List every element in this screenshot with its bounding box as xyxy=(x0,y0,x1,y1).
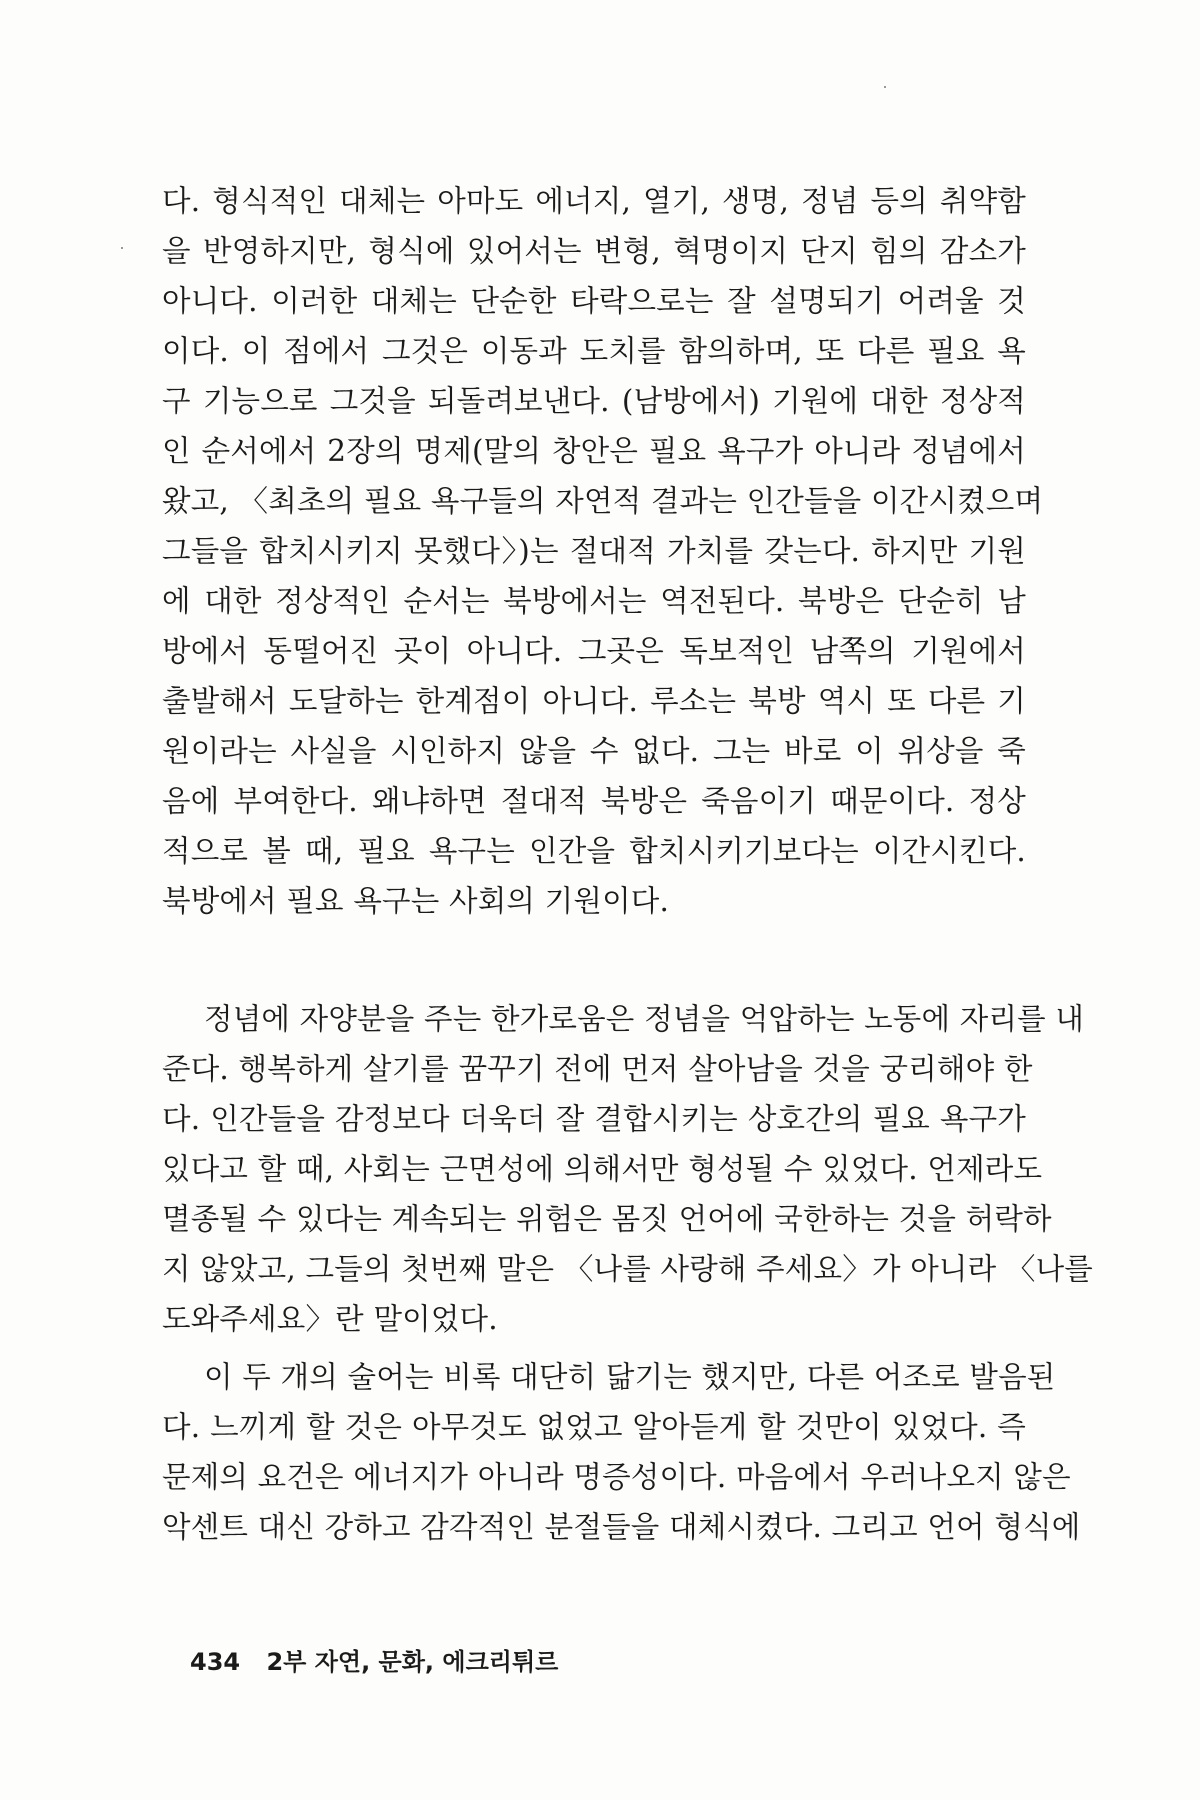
text-line: 지 않았고, 그들의 첫번째 말은 〈나를 사랑해 주세요〉가 아니라 〈나를 xyxy=(162,1252,1093,1286)
text-line: 그들을 합치시키지 못했다〉)는 절대적 가치를 갖는다. 하지만 기원 xyxy=(162,534,1026,568)
text-line: 다. 형식적인 대체는 아마도 에너지, 열기, 생명, 정념 등의 취약함 xyxy=(162,184,1026,218)
text-line: 아니다. 이러한 대체는 단순한 타락으로는 잘 설명되기 어려울 것 xyxy=(162,284,1026,318)
text-line: 을 반영하지만, 형식에 있어서는 변형, 혁명이지 단지 힘의 감소가 xyxy=(162,234,1026,268)
text-line: 멸종될 수 있다는 계속되는 위험은 몸짓 언어에 국한하는 것을 허락하 xyxy=(162,1202,1052,1236)
text-line: 있다고 할 때, 사회는 근면성에 의해서만 형성될 수 있었다. 언제라도 xyxy=(162,1152,1043,1186)
text-line: 다. 인간들을 감정보다 더욱더 잘 결합시키는 상호간의 필요 욕구가 xyxy=(162,1102,1026,1136)
text-line: 적으로 볼 때, 필요 욕구는 인간을 합치시키기보다는 이간시킨다. xyxy=(162,834,1026,868)
text-line: 다. 느끼게 할 것은 아무것도 없었고 알아듣게 할 것만이 있었다. 즉 xyxy=(162,1410,1026,1444)
text-line: 이 두 개의 술어는 비록 대단히 닮기는 했지만, 다른 어조로 발음된 xyxy=(204,1360,1056,1394)
text-line: 원이라는 사실을 시인하지 않을 수 없다. 그는 바로 이 위상을 죽 xyxy=(162,734,1026,768)
text-line: 북방에서 필요 욕구는 사회의 기원이다. xyxy=(162,884,670,918)
page-footer xyxy=(190,1642,558,1677)
text-line: 정념에 자양분을 주는 한가로움은 정념을 억압하는 노동에 자리를 내 xyxy=(204,1002,1085,1036)
text-line: 인 순서에서 2장의 명제(말의 창안은 필요 욕구가 아니라 정념에서 xyxy=(162,434,1026,468)
text-line: 준다. 행복하게 살기를 꿈꾸기 전에 먼저 살아남을 것을 궁리해야 한 xyxy=(162,1052,1033,1086)
text-line: 악센트 대신 강하고 감각적인 분절들을 대체시켰다. 그리고 언어 형식에 xyxy=(162,1510,1081,1544)
paragraph-3 xyxy=(162,1352,1081,1552)
text-line: 방에서 동떨어진 곳이 아니다. 그곳은 독보적인 남쪽의 기원에서 xyxy=(162,634,1026,668)
scan-speck xyxy=(884,86,886,88)
scan-speck xyxy=(121,247,123,249)
paragraph-2 xyxy=(162,994,1093,1344)
text-line: 음에 부여한다. 왜냐하면 절대적 북방은 죽음이기 때문이다. 정상 xyxy=(162,784,1026,818)
running-title: 2부 자연, 문화, 에크리튀르 xyxy=(266,1648,559,1676)
page-number: 434 xyxy=(190,1648,241,1676)
paragraph-1 xyxy=(162,176,1044,926)
text-line: 이다. 이 점에서 그것은 이동과 도치를 함의하며, 또 다른 필요 욕 xyxy=(162,334,1026,368)
text-line: 왔고, 〈최초의 필요 욕구들의 자연적 결과는 인간들을 이간시켰으며 xyxy=(162,484,1044,518)
text-line: 도와주세요〉란 말이었다. xyxy=(162,1302,498,1336)
text-line: 구 기능으로 그것을 되돌려보낸다. (남방에서) 기원에 대한 정상적 xyxy=(162,384,1026,418)
text-line: 에 대한 정상적인 순서는 북방에서는 역전된다. 북방은 단순히 남 xyxy=(162,584,1026,618)
text-line: 문제의 요건은 에너지가 아니라 명증성이다. 마음에서 우러나오지 않은 xyxy=(162,1460,1071,1494)
text-line: 출발해서 도달하는 한계점이 아니다. 루소는 북방 역시 또 다른 기 xyxy=(162,684,1026,718)
